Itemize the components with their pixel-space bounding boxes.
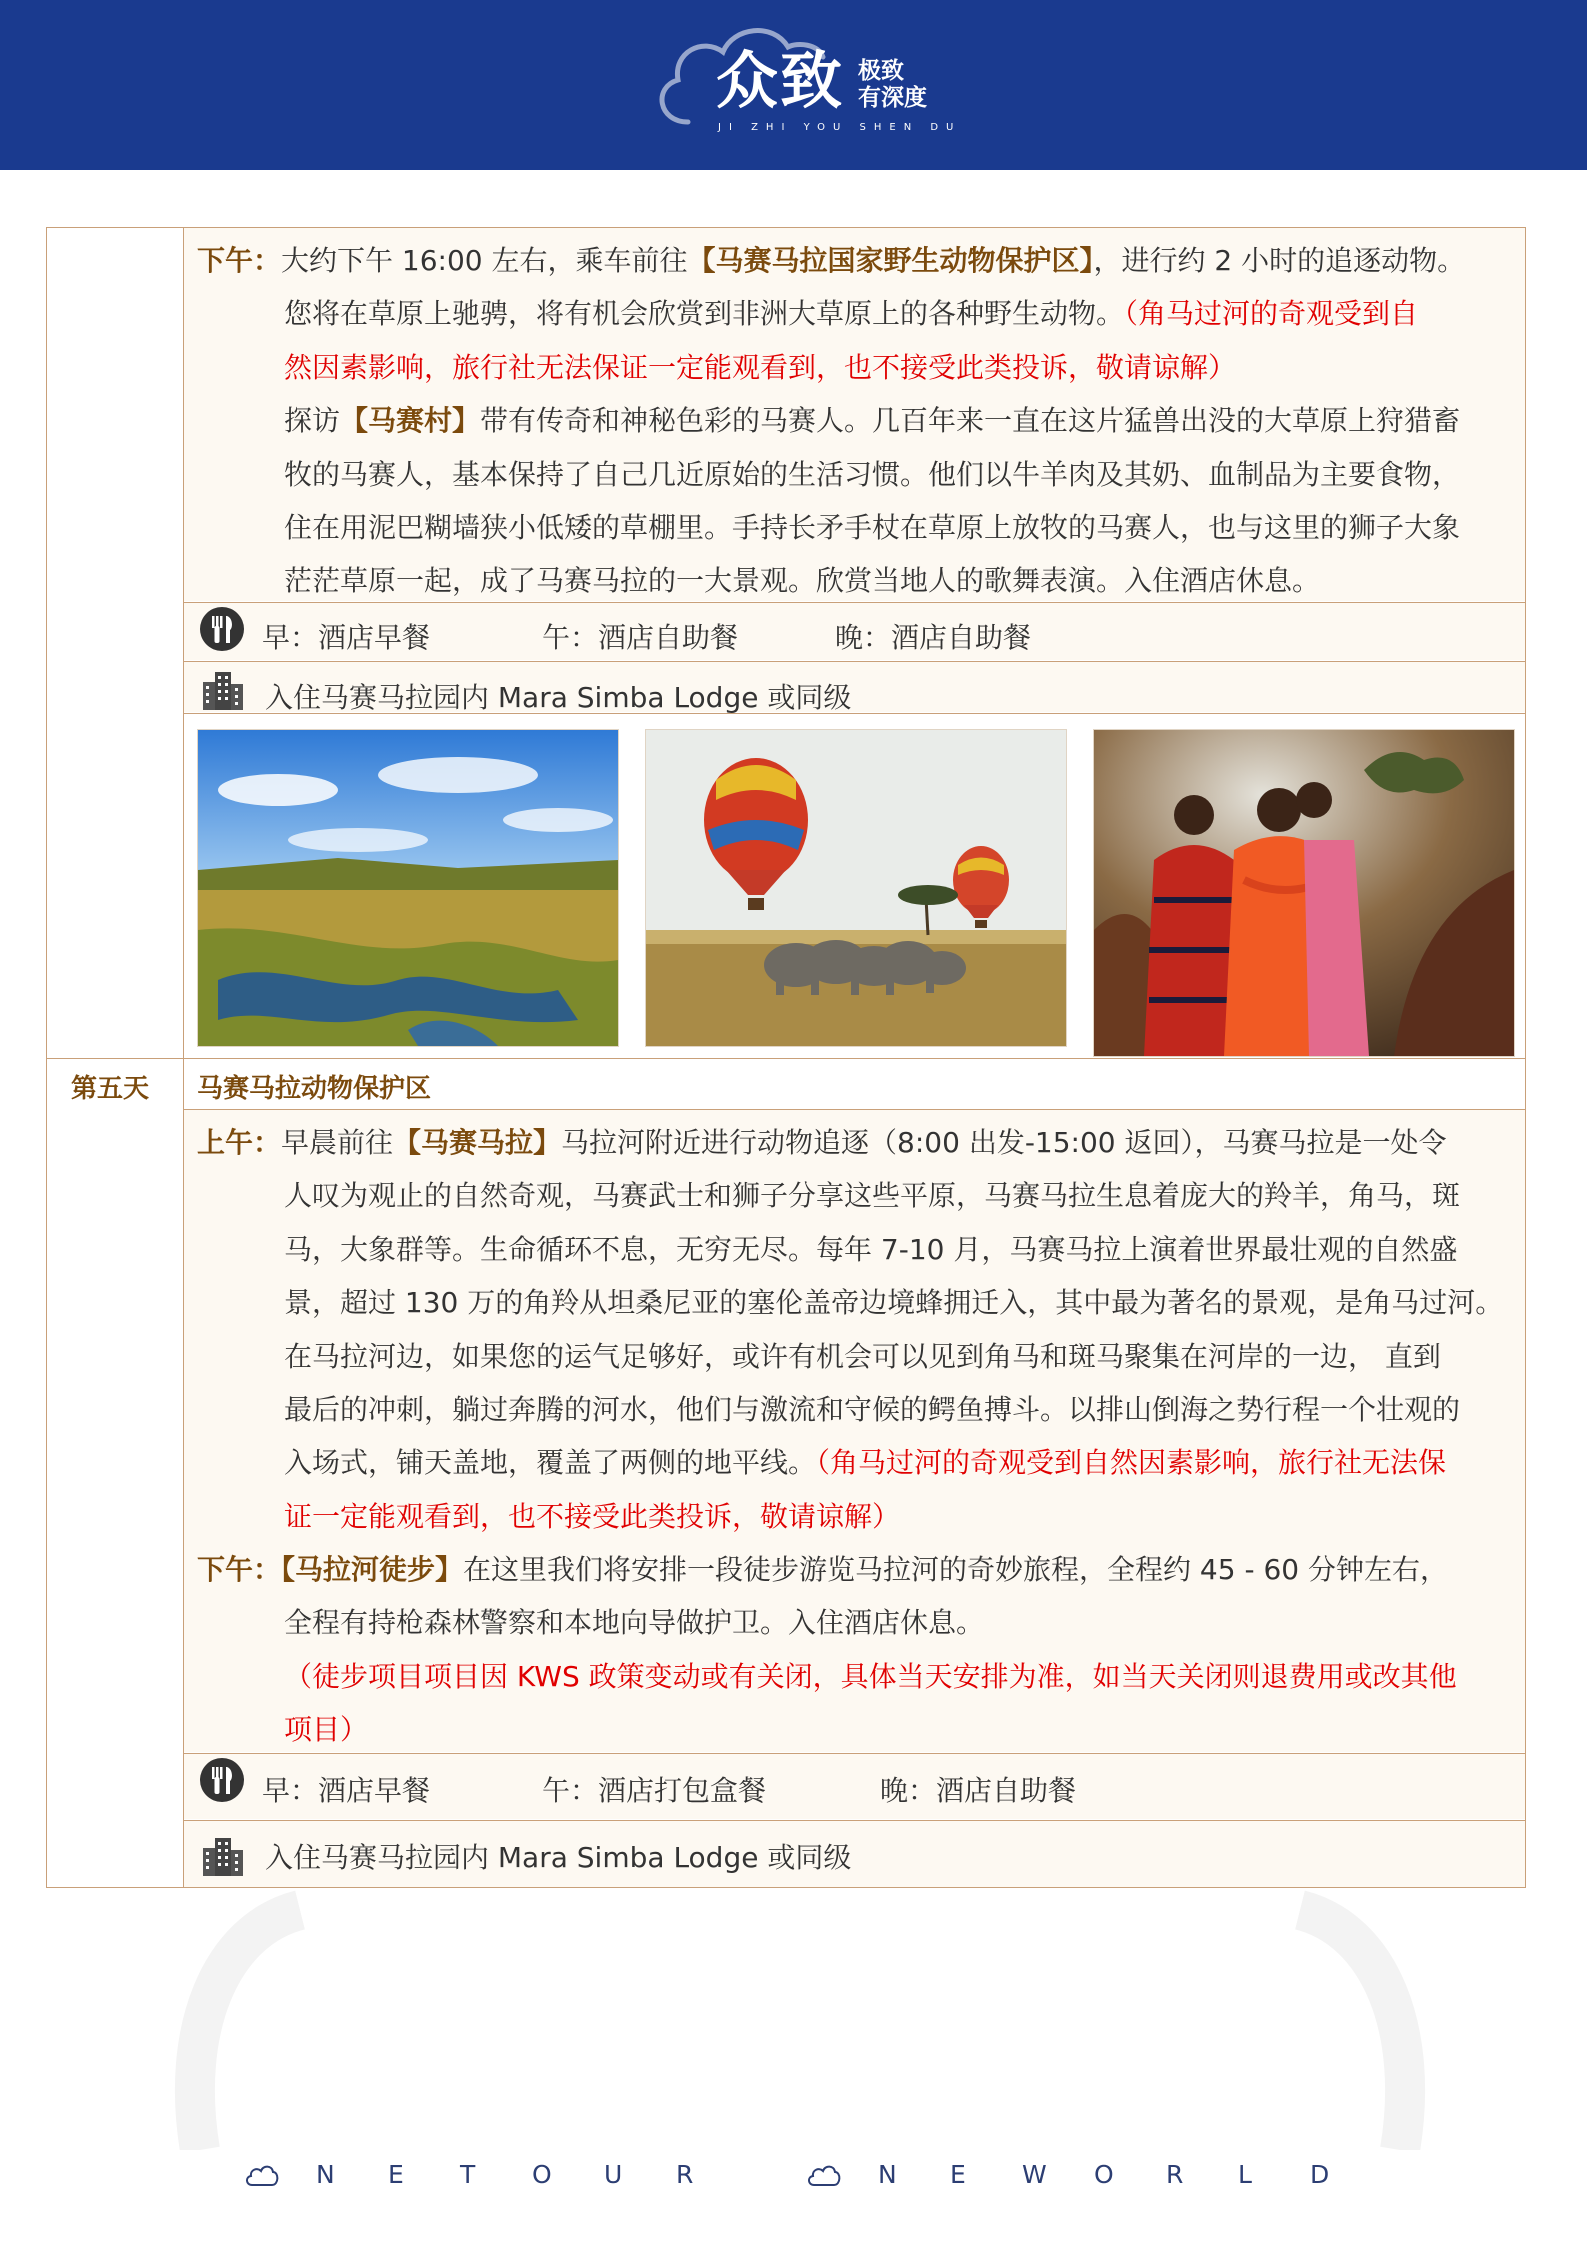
brand-pinyin: JI ZHI YOU SHEN DU	[718, 122, 962, 133]
hotel-building-icon	[201, 670, 245, 710]
hotel-building-icon	[201, 1836, 245, 1876]
notice-text: （角马过河的奇观受到自然因素影响，旅行社无法保	[816, 1446, 1447, 1480]
mara-river-walk-highlight: 【马拉河徒步】	[281, 1553, 464, 1586]
afternoon-label: 下午：	[197, 244, 282, 277]
day5-breakfast: 早：酒店早餐	[262, 1774, 431, 1807]
footer-neworld-letters: N E W O R L D	[878, 2160, 1330, 2189]
day5-title: 马赛马拉动物保护区	[197, 1074, 432, 1104]
masai-mara-reserve-highlight: 【马赛马拉国家野生动物保护区】	[687, 244, 1094, 277]
footer-neworld	[806, 2160, 1382, 2189]
notice-text: （徒步项目项目因 KWS 政策变动或有关闭，具体当天安排为准，如当天关闭则退费用或改其他	[284, 1659, 1457, 1693]
notice-text: （角马过河的奇观受到自	[1124, 297, 1419, 331]
savanna-river-photo	[197, 729, 619, 1047]
day4-dinner: 晚：酒店自助餐	[835, 621, 1032, 654]
hot-air-balloon-elephants-photo	[645, 729, 1067, 1047]
notice-text: 项目）	[284, 1713, 369, 1747]
day5-morning-text: 上午：早晨前往【马赛马拉】马拉河附近进行动物追逐（8:00 出发-15:00 返回），马赛马拉是一处令 人叹为观止的自然奇观，马赛武士和狮子分享这些平原，马赛马拉生息着庞大的羚羊，角马，斑 马，大象群等。生命循环不息，无穷无尽。每年 7-10 月，马赛马拉上演着世界最壮观的自然盛 景，超过 130 万的角羚从坦桑尼亚的塞伦盖帝边境蜂拥迁入，其中最为著名的景观，是角马过河。 在马拉河边，如果您的运气足够好，或许有机会可以见到角马和斑马聚集在河岸的一边， 直到 最后的冲刺，躺过奔腾的河水，他们与激流和守候的鳄鱼搏斗。以排山倒海之势行程一个壮观的 入场式，铺天盖地，覆盖了两侧的地平线。（角马过河的奇观受到自然因素影响，旅行社无法保 证一定能观看到，也不接受此类投诉，敬请谅解）	[197, 1116, 1517, 1543]
brand-tagline-1: 极致	[858, 58, 904, 84]
afternoon-label: 下午：	[197, 1553, 282, 1586]
cloud-icon	[244, 2161, 280, 2189]
page-footer	[0, 2160, 1587, 2200]
day5-dinner: 晚：酒店自助餐	[880, 1774, 1077, 1807]
page-header	[0, 0, 1587, 170]
day4-lunch: 午：酒店自助餐	[542, 621, 739, 654]
day4-afternoon-text: 下午：大约下午 16:00 左右，乘车前往【马赛马拉国家野生动物保护区】，进行约 2 小时的追逐动物。 您将在草原上驰骋，将有机会欣赏到非洲大草原上的各种野生动物。（角马过河的奇观受到自 然因素影响，旅行社无法保证一定能观看到，也不接受此类投诉，敬请谅解） 探访【马赛村】带有传奇和神秘色彩的马赛人。几百年来一直在这片猛兽出没的大草原上狩猎畜 牧的马赛人，基本保持了自己几近原始的生活习惯。他们以牛羊肉及其奶、血制品为主要食物， 住在用泥巴糊墙狭小低矮的草棚里。手持长矛手杖在草原上放牧的马赛人，也与这里的狮子大象 茫茫草原一起，成了马赛马拉的一大景观。欣赏当地人的歌舞表演。入住酒店休息。	[197, 234, 1517, 608]
itinerary-table	[46, 227, 1526, 1888]
brand-logo	[648, 22, 962, 142]
masai-village-highlight: 【马赛村】	[340, 404, 481, 438]
utensils-icon	[199, 1757, 245, 1803]
masai-people-photo	[1093, 729, 1515, 1057]
footer-netour	[244, 2160, 748, 2189]
morning-label: 上午：	[197, 1126, 282, 1159]
day5-hotel-text: 入住马赛马拉园内 Mara Simba Lodge 或同级	[265, 1841, 852, 1874]
brand-tagline	[858, 58, 958, 112]
notice-text: 证一定能观看到，也不接受此类投诉，敬请谅解）	[284, 1499, 901, 1533]
masai-mara-highlight: 【马赛马拉】	[393, 1126, 562, 1159]
brand-tagline-2: 有深度	[858, 85, 927, 111]
footer-netour-letters: N E T O U R	[316, 2160, 694, 2189]
utensils-icon	[199, 606, 245, 652]
day4-hotel-text: 入住马赛马拉园内 Mara Simba Lodge 或同级	[265, 681, 852, 714]
day5-afternoon-text: 下午：【马拉河徒步】在这里我们将安排一段徒步游览马拉河的奇妙旅程，全程约 45 - 60 分钟左右， 全程有持枪森林警察和本地向导做护卫。入住酒店休息。 （徒步项目项目因 KWS 政策变动或有关闭，具体当天安排为准，如当天关闭则退费用或改其他 项目）	[197, 1543, 1517, 1757]
notice-text: 然因素影响，旅行社无法保证一定能观看到，也不接受此类投诉，敬请谅解）	[284, 350, 1237, 384]
cloud-icon	[806, 2161, 842, 2189]
day5-label: 第五天	[71, 1074, 150, 1104]
brand-name: 众致	[716, 44, 845, 117]
day5-lunch: 午：酒店打包盒餐	[542, 1774, 767, 1807]
background-watermark	[160, 1850, 1440, 2150]
day4-breakfast: 早：酒店早餐	[262, 621, 431, 654]
